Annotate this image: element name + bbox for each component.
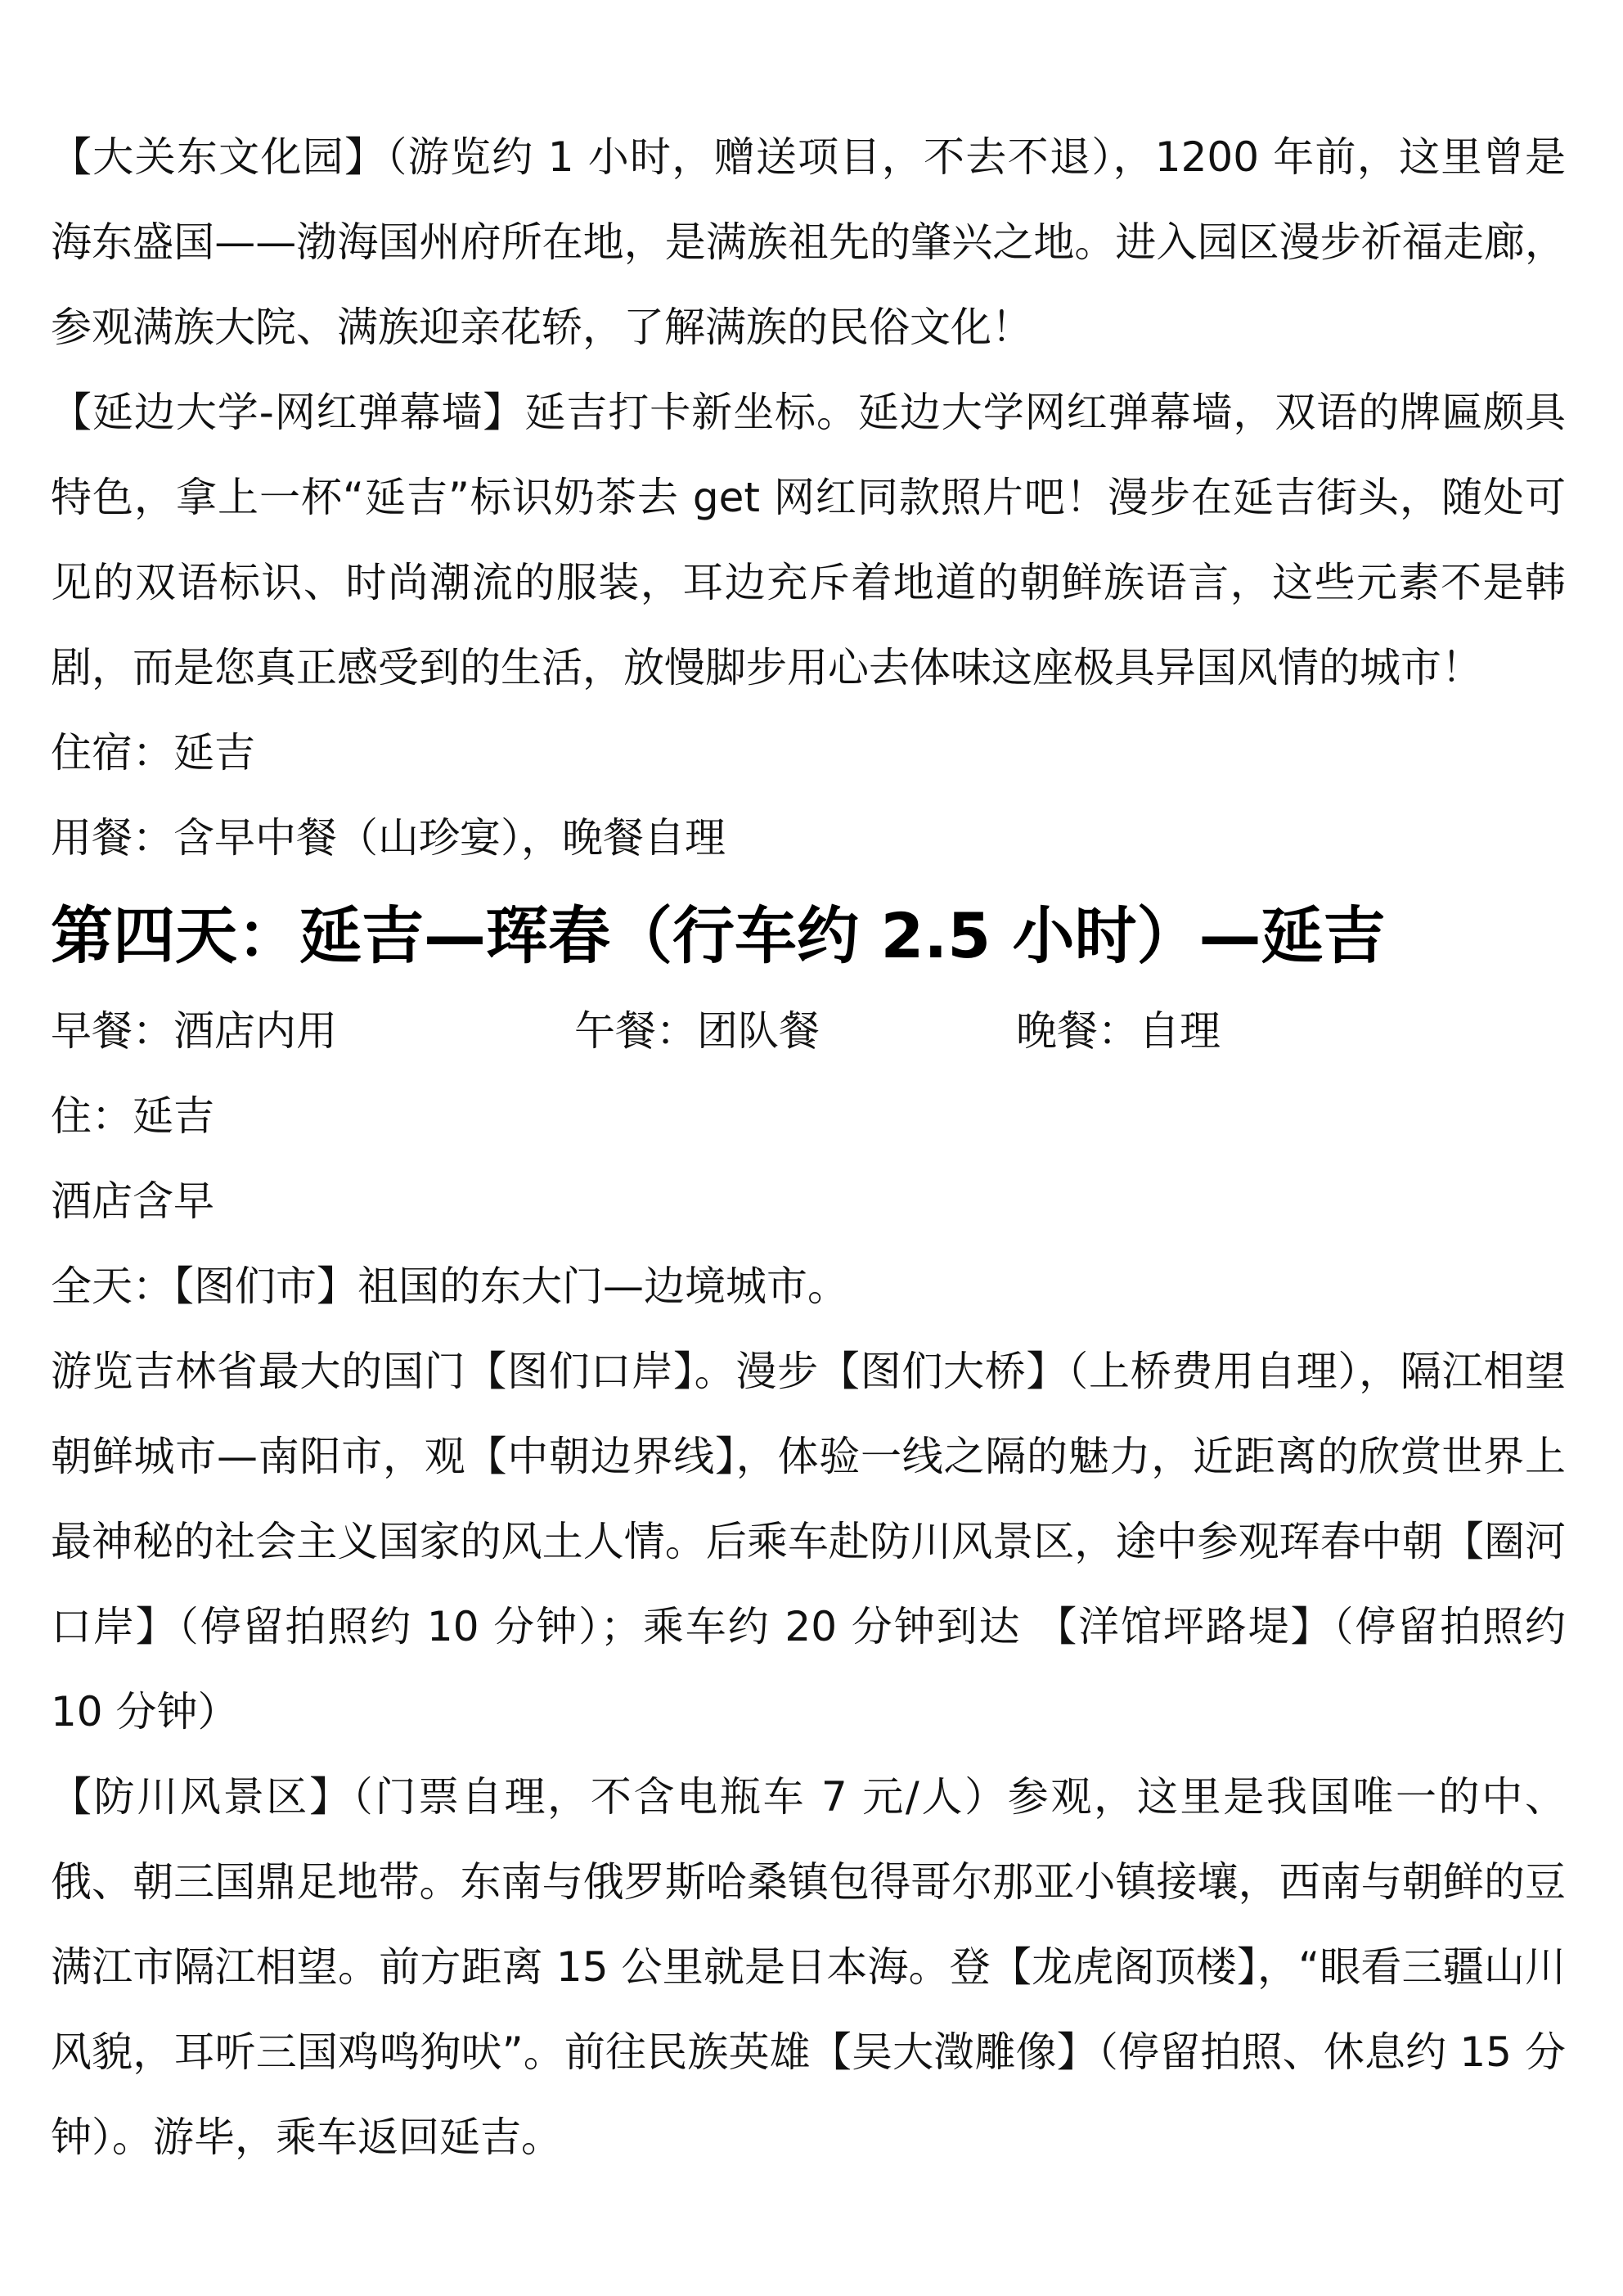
- day4-stay: 住：延吉: [51, 1092, 214, 1140]
- day4-heading: 第四天：延吉—珲春（行车约 2.5 小时）—延吉: [51, 899, 1386, 972]
- lodging-line: 住宿：延吉: [51, 729, 255, 777]
- day4-hotel: 酒店含早: [51, 1177, 214, 1225]
- day4-dinner: 晚餐：自理: [1016, 1007, 1221, 1055]
- day4-lunch: 午餐：团队餐: [574, 1007, 820, 1055]
- paragraph-tumen-port: 游览吉林省最大的国门【图们口岸】。漫步【图们大桥】（上桥费用自理），隔江相望朝鲜城市—南阳市，观【中朝边界线】，体验一线之隔的魅力，近距离的欣赏世界上最神秘的社会主义国家的风土人情。后乘车赴防川风景区，途中参观珲春中朝【圈河口岸】（停留拍照约 10 分钟）；乘车约 20 分钟到达 【洋馆坪路堤】（停留拍照约 10 分钟）: [51, 1348, 1566, 1736]
- meals-line: 用餐：含早中餐（山珍宴），晚餐自理: [51, 814, 726, 862]
- day4-meals-row: [51, 988, 1566, 1074]
- paragraph-yanbian-university-wall: 【延边大学-网红弹幕墙】延吉打卡新坐标。延边大学网红弹幕墙，双语的牌匾颇具特色，拿上一杯“延吉”标识奶茶去 get 网红同款照片吧！漫步在延吉街头，随处可见的双语标识、时尚潮流的服装，耳边充斥着地道的朝鲜族语言，这些元素不是韩剧，而是您真正感受到的生活，放慢脚步用心去体味这座极具异国风情的城市！: [51, 389, 1566, 691]
- paragraph-fangchuan-scenic-area: 【防川风景区】（门票自理，不含电瓶车 7 元/人）参观，这里是我国唯一的中、俄、朝三国鼎足地带。东南与俄罗斯哈桑镇包得哥尔那亚小镇接壤，西南与朝鲜的豆满江市隔江相望。前方距离 15 公里就是日本海。登【龙虎阁顶楼】，“眼看三疆山川风貌，耳听三国鸡鸣狗吠”。前往民族英雄【吴大澂雕像】（停留拍照、休息约 15 分钟）。游毕，乘车返回延吉。: [51, 1773, 1566, 2161]
- paragraph-dongguan-culture-park: 【大关东文化园】（游览约 1 小时，赠送项目，不去不退），1200 年前，这里曾是海东盛国——渤海国州府所在地，是满族祖先的肇兴之地。进入园区漫步祈福走廊，参观满族大院、满族迎亲花轿，了解满族的民俗文化！: [51, 133, 1566, 351]
- day4-allday: 全天：【图们市】祖国的东大门—边境城市。: [51, 1263, 848, 1310]
- day4-breakfast: 早餐：酒店内用: [51, 1007, 337, 1055]
